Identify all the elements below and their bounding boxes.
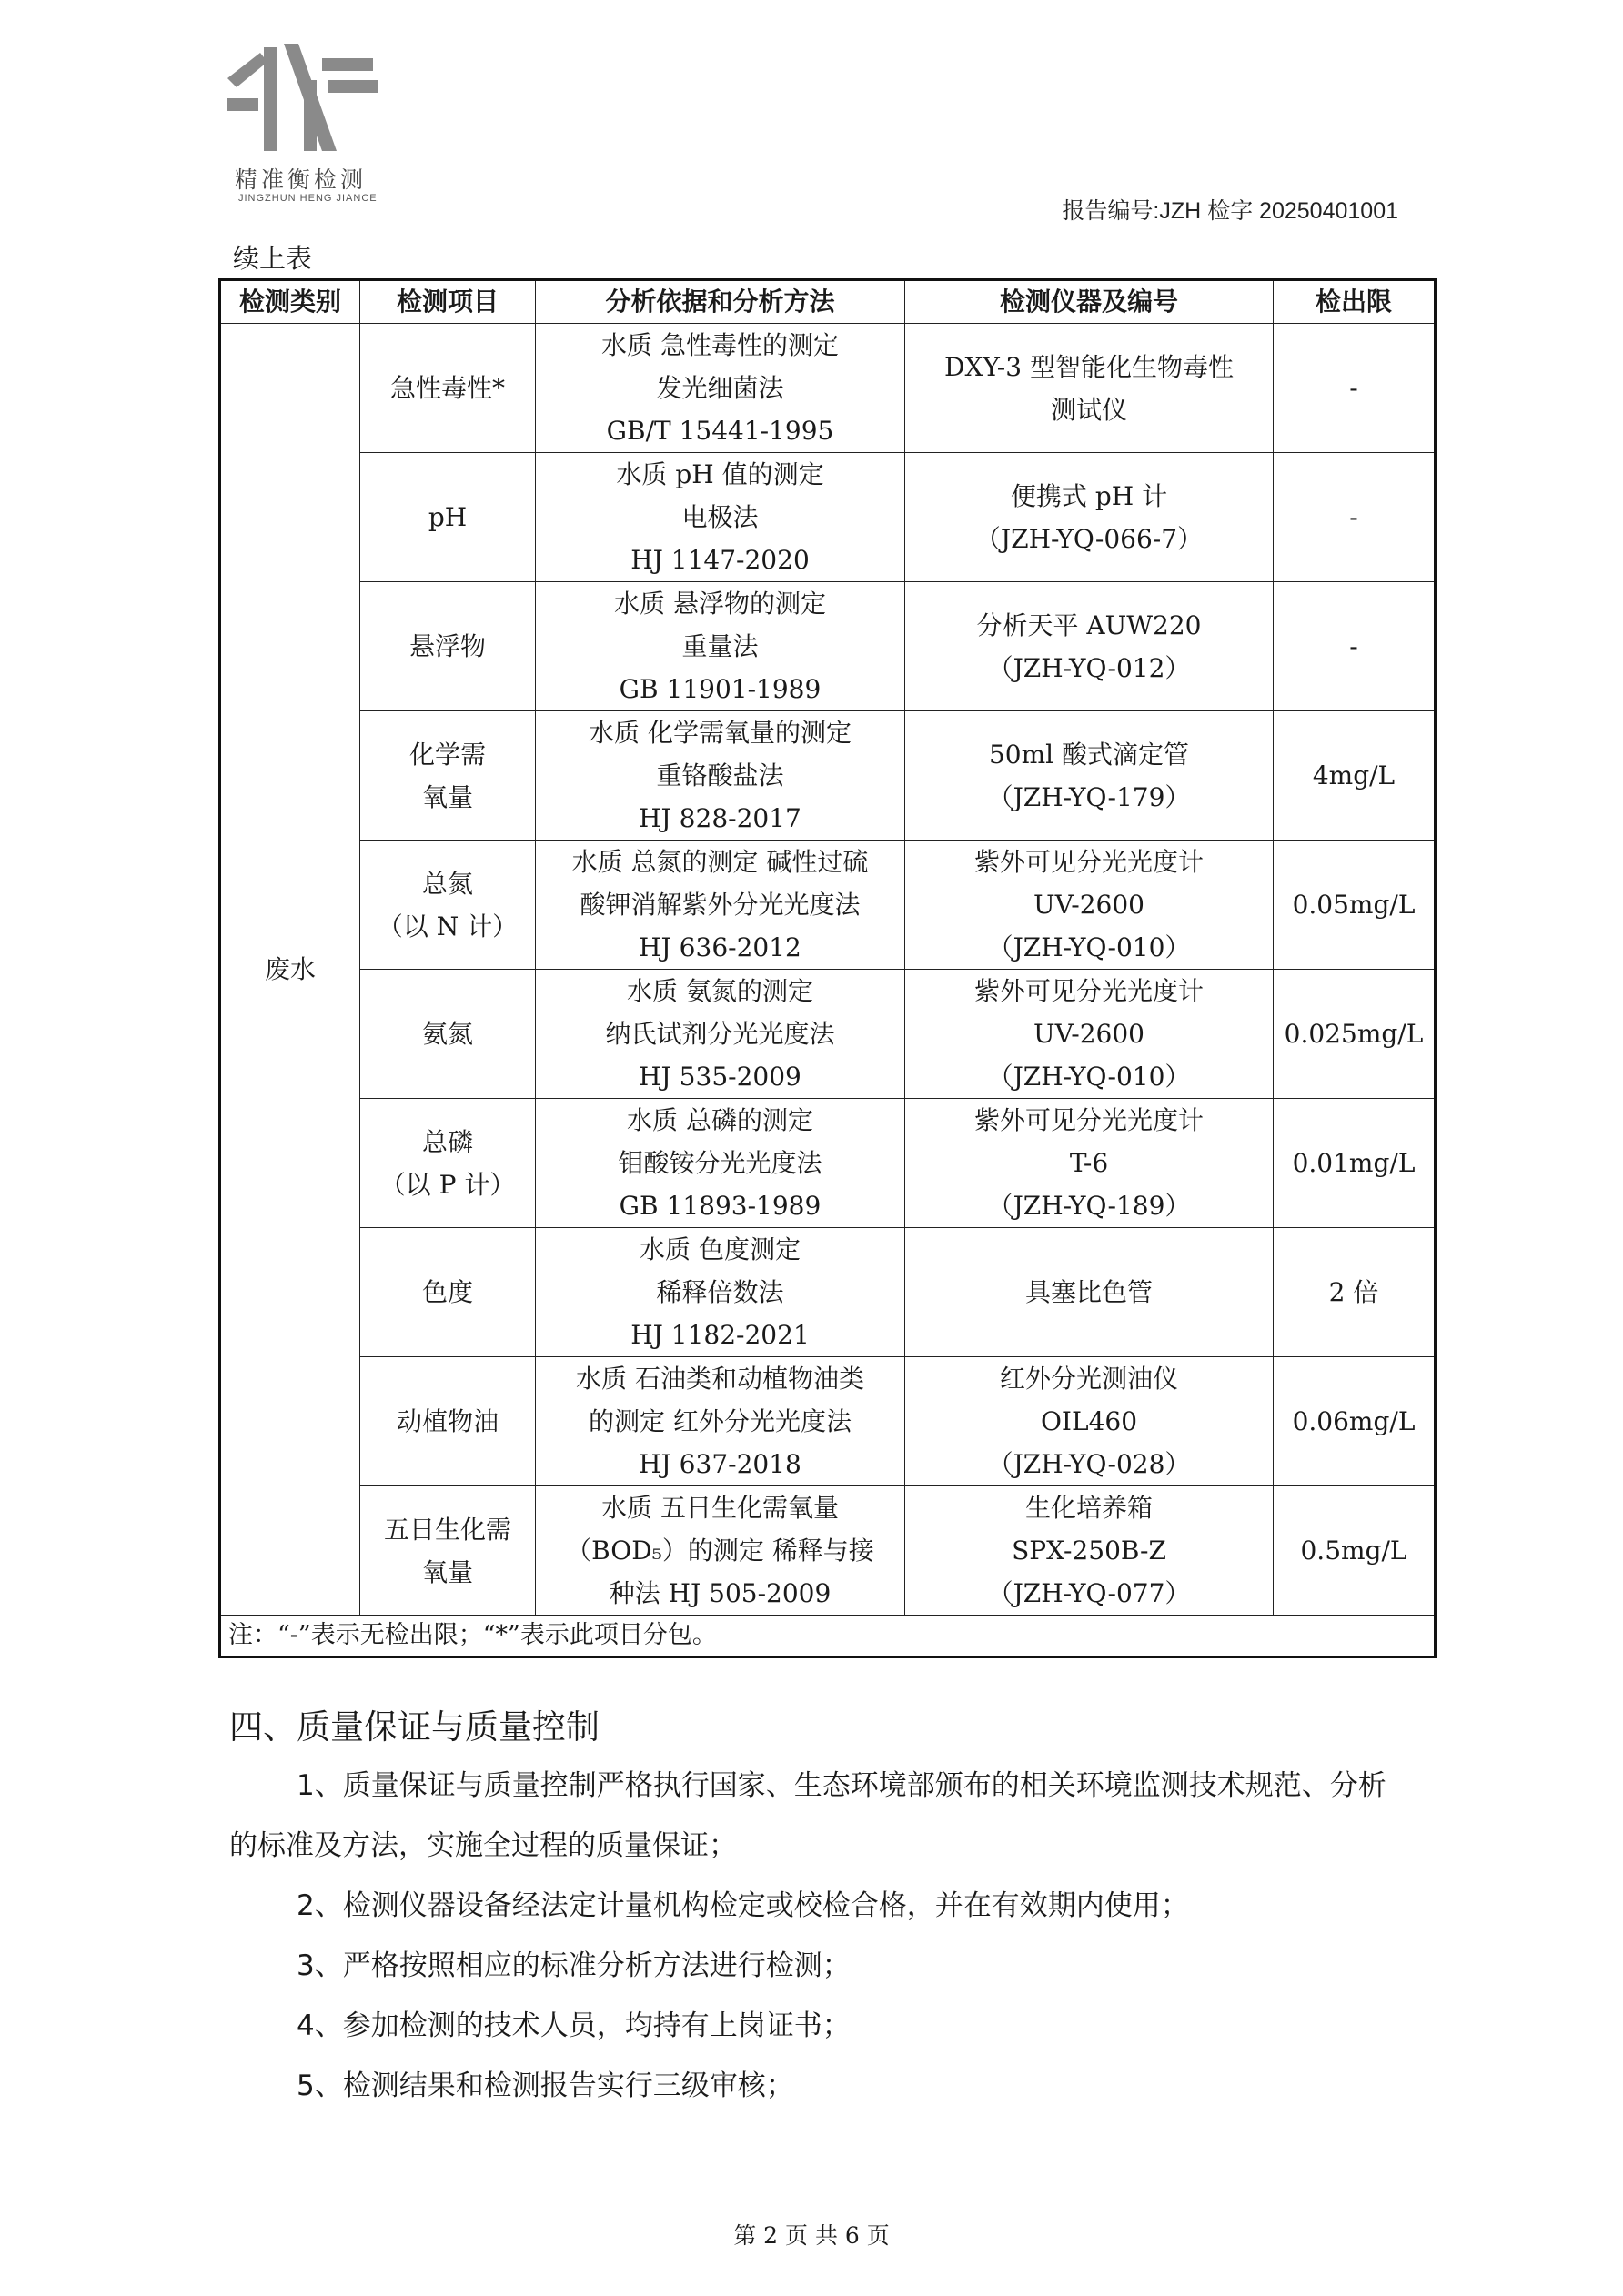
cell-line: 水质 pH 值的测定 [616,459,824,489]
instrument-cell [905,582,1274,711]
cell-line: （JZH-YQ-010） [987,1062,1191,1092]
limit-cell: - [1274,453,1436,582]
cell-line: HJ 535-2009 [639,1062,801,1092]
cell-line: 水质 总氮的测定 碱性过硫 [571,847,869,877]
header-category: 检测类别 [220,280,360,324]
limit-cell: 0.025mg/L [1274,970,1436,1099]
limit-cell: 0.5mg/L [1274,1486,1436,1616]
cell-line: 水质 石油类和动植物油类 [576,1364,864,1394]
cell-line: （JZH-YQ-010） [987,932,1191,962]
cell-line: （JZH-YQ-028） [987,1449,1191,1479]
table-row [220,841,1436,970]
limit-cell: - [1274,324,1436,453]
item-cell [360,1486,536,1616]
method-cell [536,1228,905,1357]
cell-line: （以 N 计） [377,911,519,942]
cell-line: 的测定 红外分光光度法 [589,1406,852,1436]
cell-line: （JZH-YQ-077） [987,1578,1191,1608]
cell-line: 测试仪 [1050,394,1127,425]
cell-line: 水质 化学需氧量的测定 [589,718,852,748]
instrument-cell [905,841,1274,970]
header-item: 检测项目 [360,280,536,324]
cell-line: （JZH-YQ-179） [987,781,1191,812]
cell-line: 重铬酸盐法 [656,760,784,791]
instrument-cell [905,1357,1274,1486]
instrument-cell [905,1099,1274,1228]
cell-line: 具塞比色管 [1024,1277,1153,1307]
cell-line: GB/T 15441-1995 [606,416,834,446]
method-cell [536,1357,905,1486]
cell-line: 水质 色度测定 [640,1234,801,1264]
qa-paragraph: 1、质量保证与质量控制严格执行国家、生态环境部颁布的相关环境监测技术规范、分析的标准及方法，实施全过程的质量保证； [229,1769,1386,1862]
company-logo [227,44,382,162]
item-cell [360,1357,536,1486]
limit-cell: 0.05mg/L [1274,841,1436,970]
cell-line: 总磷 [421,1126,473,1157]
category-cell: 废水 [220,324,360,1616]
cell-line: （以 P 计） [379,1169,516,1200]
cell-line: 酸钾消解紫外分光光度法 [580,890,861,920]
method-cell [536,711,905,841]
instrument-cell [905,711,1274,841]
limit-cell: 4mg/L [1274,711,1436,841]
method-cell [536,1099,905,1228]
cell-line: T-6 [1069,1148,1109,1178]
cell-line: 化学需 [408,739,486,770]
cell-line: （JZH-YQ-189） [987,1191,1191,1221]
header-method: 分析依据和分析方法 [536,280,905,324]
instrument-cell [905,324,1274,453]
qa-paragraph: 4、参加检测的技术人员，均持有上岗证书； [297,2009,851,2042]
cell-line: 急性毒性* [389,373,505,403]
cell-line: 电极法 [681,502,759,532]
cell-line: 氧量 [421,781,473,812]
cell-line: 水质 急性毒性的测定 [601,330,839,360]
cell-line: UV-2600 [1033,1019,1144,1049]
page-footer: 第 2 页 共 6 页 [733,2222,890,2249]
cell-line: 动植物油 [396,1406,499,1436]
table-row [220,970,1436,1099]
table-row [220,1228,1436,1357]
cell-line: 50ml 酸式滴定管 [988,739,1190,770]
item-cell [360,453,536,582]
cell-line: （JZH-YQ-012） [987,652,1191,683]
cell-line: （BOD₅）的测定 稀释与接 [566,1536,874,1566]
item-cell [360,324,536,453]
method-cell [536,1486,905,1616]
table-row [220,1099,1436,1228]
cell-line: 悬浮物 [408,631,486,661]
cell-line: HJ 636-2012 [639,932,801,962]
table-header-row [220,280,1436,324]
table-row [220,1357,1436,1486]
cell-line: 水质 五日生化需氧量 [601,1493,839,1523]
table-row [220,582,1436,711]
cell-line: UV-2600 [1033,890,1144,920]
cell-line: 种法 HJ 505-2009 [609,1578,832,1608]
method-cell [536,841,905,970]
method-cell [536,324,905,453]
item-cell [360,711,536,841]
qa-paragraph: 2、检测仪器设备经法定计量机构检定或校检合格，并在有效期内使用； [297,1889,1189,1922]
table-row [220,324,1436,453]
cell-line: 便携式 pH 计 [1010,480,1168,511]
limit-cell: 0.01mg/L [1274,1099,1436,1228]
cell-line: 钼酸铵分光光度法 [618,1148,822,1178]
cell-line: 五日生化需 [383,1514,511,1545]
item-cell [360,1228,536,1357]
cell-line: 水质 总磷的测定 [627,1105,813,1135]
cell-line: 紫外可见分光光度计 [973,976,1204,1006]
qa-paragraph: 3、严格按照相应的标准分析方法进行检测； [297,1949,851,1982]
cell-line: DXY-3 型智能化生物毒性 [944,351,1234,382]
cell-line: 紫外可见分光光度计 [973,847,1204,877]
method-cell [536,582,905,711]
cell-line: pH [428,502,468,532]
cell-line: GB 11893-1989 [619,1191,822,1221]
cell-line: 稀释倍数法 [656,1277,784,1307]
cell-line: 水质 悬浮物的测定 [614,589,826,619]
limit-cell: 2 倍 [1274,1228,1436,1357]
cell-line: 紫外可见分光光度计 [973,1105,1204,1135]
instrument-cell [905,1228,1274,1357]
cell-line: 发光细菌法 [656,373,784,403]
method-cell [536,970,905,1099]
logo-name-cn: 精准衡检测 [235,166,368,193]
cell-line: SPX-250B-Z [1012,1536,1166,1566]
table-note: 注：“-”表示无检出限；“*”表示此项目分包。 [220,1616,1436,1657]
cell-line: 生化培养箱 [1024,1493,1153,1523]
note-row [220,1616,1436,1657]
method-cell [536,453,905,582]
cell-line: OIL460 [1040,1406,1138,1436]
item-cell [360,970,536,1099]
continued-label: 续上表 [233,243,313,274]
table-row [220,711,1436,841]
cell-line: 总氮 [421,868,473,899]
limit-cell: - [1274,582,1436,711]
instrument-cell [905,453,1274,582]
cell-line: HJ 1182-2021 [630,1320,810,1350]
cell-line: HJ 828-2017 [639,803,801,833]
header-instrument: 检测仪器及编号 [905,280,1274,324]
section-title: 四、质量保证与质量控制 [229,1707,600,1747]
logo-mark-icon [227,44,382,162]
cell-line: 色度 [421,1277,473,1307]
report-number: 报告编号:JZH 检字 20250401001 [1062,198,1398,224]
qa-paragraph: 5、检测结果和检测报告实行三级审核； [297,2069,794,2102]
cell-line: HJ 637-2018 [639,1449,801,1479]
table-row [220,453,1436,582]
header-limit: 检出限 [1274,280,1436,324]
cell-line: 分析天平 AUW220 [976,609,1202,640]
item-cell [360,582,536,711]
instrument-cell [905,970,1274,1099]
method-table [218,278,1437,1658]
cell-line: GB 11901-1989 [619,674,822,704]
cell-line: 重量法 [681,631,759,661]
cell-line: HJ 1147-2020 [630,545,810,575]
instrument-cell [905,1486,1274,1616]
cell-line: （JZH-YQ-066-7） [974,523,1204,554]
limit-cell: 0.06mg/L [1274,1357,1436,1486]
item-cell [360,841,536,970]
logo-name-en: JINGZHUN HENG JIANCE [238,193,378,204]
cell-line: 红外分光测油仪 [999,1364,1178,1394]
cell-line: 水质 氨氮的测定 [627,976,813,1006]
cell-line: 氨氮 [421,1019,473,1049]
cell-line: 纳氏试剂分光光度法 [605,1019,835,1049]
cell-line: 氧量 [421,1556,473,1587]
item-cell [360,1099,536,1228]
table-row [220,1486,1436,1616]
